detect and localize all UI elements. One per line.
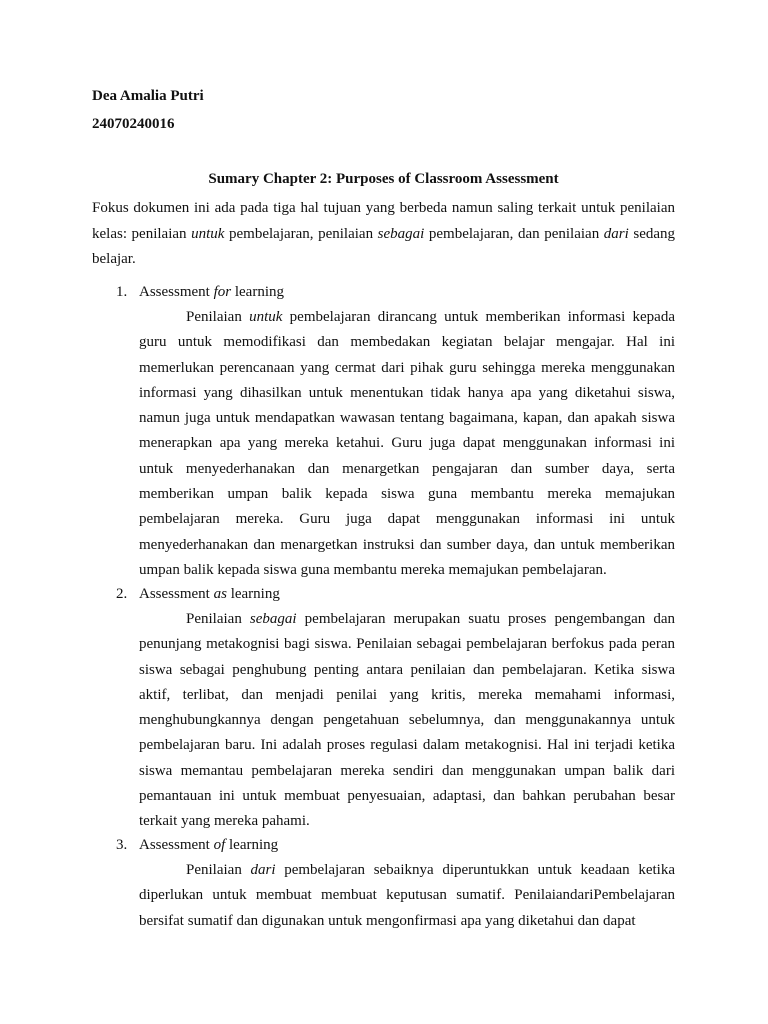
section-number: 2. — [116, 586, 128, 602]
section-heading — [92, 582, 675, 607]
section-title-emphasis: for — [213, 284, 232, 300]
section-body-text: Penilaian — [186, 862, 251, 878]
section-body-text: Penilaian — [186, 611, 250, 627]
section-title — [139, 280, 284, 305]
section-title-text: Assessment — [139, 284, 214, 300]
intro-emphasis: dari — [603, 225, 629, 242]
intro-text: pembelajaran, penilaian — [224, 225, 378, 242]
section-number: 3. — [116, 837, 128, 853]
section-title-text: learning — [226, 586, 280, 602]
section-body — [139, 858, 675, 934]
section-title-text: learning — [231, 284, 285, 300]
section-body — [139, 607, 675, 835]
section-title-text: Assessment — [139, 586, 214, 602]
section-body-text: pembelajaran dirancang untuk memberikan informasi kepada guru untuk memodifikasi dan membedakan kegiatan belajar mengajar. Hal ini memerlukan perencanaan yang cermat dari pihak guru sehingga mereka menggunakan informasi yang dihasilkan untuk menentukan tidak hanya apa yang diketahui siswa, namun juga untuk mendapatkan wawasan tentang bagaimana, kapan, dan apakah siswa menerapkan apa yang mereka ketahui. Guru juga dapat menggunakan informasi ini untuk menyederhanakan dan menargetkan pengajaran dan sumber daya, serta memberikan umpan balik kepada siswa guna membantu mereka memajukan pembelajaran mereka. Guru juga dapat menggunakan informasi ini untuk menyederhanakan dan menargetkan instruksi dan sumber daya, dan untuk memberikan umpan balik kepada siswa guna membantu mereka memajukan pembelajaran. — [139, 309, 675, 578]
section-body-emphasis: sebagai — [249, 611, 297, 627]
section-body-emphasis: untuk — [249, 309, 283, 325]
author-name: Dea Amalia Putri — [92, 88, 204, 104]
section-title — [139, 582, 280, 607]
section-number: 1. — [116, 284, 128, 300]
intro-text: sedang belajar. — [92, 225, 676, 267]
section-title-emphasis: of — [213, 837, 226, 853]
section-body-text: Penilaian — [186, 309, 250, 325]
section-heading — [92, 833, 675, 858]
intro-text: pembelajaran, dan penilaian — [424, 225, 604, 242]
section-title-text: learning — [225, 837, 279, 853]
intro-text: Fokus dokumen ini ada pada tiga hal tujuan yang berbeda namun saling terkait untuk penilaian kelas: penilaian — [92, 200, 675, 242]
intro-emphasis: untuk — [191, 225, 225, 242]
section-assessment-as-learning — [92, 582, 675, 835]
section-title-text: Assessment — [139, 837, 214, 853]
intro-paragraph — [92, 196, 675, 273]
intro-emphasis: sebagai — [377, 225, 425, 242]
student-id: 24070240016 — [92, 116, 175, 132]
section-body-text: pembelajaran merupakan suatu proses pengembangan dan penunjang metakognisi bagi siswa. Penilaian sebagai pembelajaran berfokus pada peran siswa sebagai penghubung penting antara penilaian dan pembelajaran. Ketika siswa aktif, terlibat, dan menjadi penilai yang kritis, mereka memahami informasi, menghubungkannya dengan pengetahuan sebelumnya, dan menggunakannya untuk pembelajaran baru. Ini adalah proses regulasi dalam metakognisi. Hal ini terjadi ketika siswa memantau pembelajaran mereka sendiri dan menggunakan umpan balik dari pemantauan ini untuk membuat penyesuaian, adaptasi, dan bahkan perubahan besar terkait yang mereka pahami. — [139, 611, 675, 830]
section-body-text: pembelajaran sebaiknya diperuntukkan untuk keadaan ketika diperlukan untuk membuat membuat keputusan sumatif. PenilaiandariPembelajaran bersifat sumatif dan digunakan untuk mengonfirmasi apa yang diketahui dan dapat — [139, 862, 676, 929]
section-title — [139, 833, 278, 858]
section-heading — [92, 280, 675, 305]
section-body-emphasis: dari — [250, 862, 276, 878]
section-title-emphasis: as — [213, 586, 227, 602]
document-title: Sumary Chapter 2: Purposes of Classroom Assessment — [208, 171, 559, 187]
section-assessment-of-learning — [92, 833, 675, 934]
section-assessment-for-learning — [92, 280, 675, 583]
section-body — [139, 305, 675, 583]
